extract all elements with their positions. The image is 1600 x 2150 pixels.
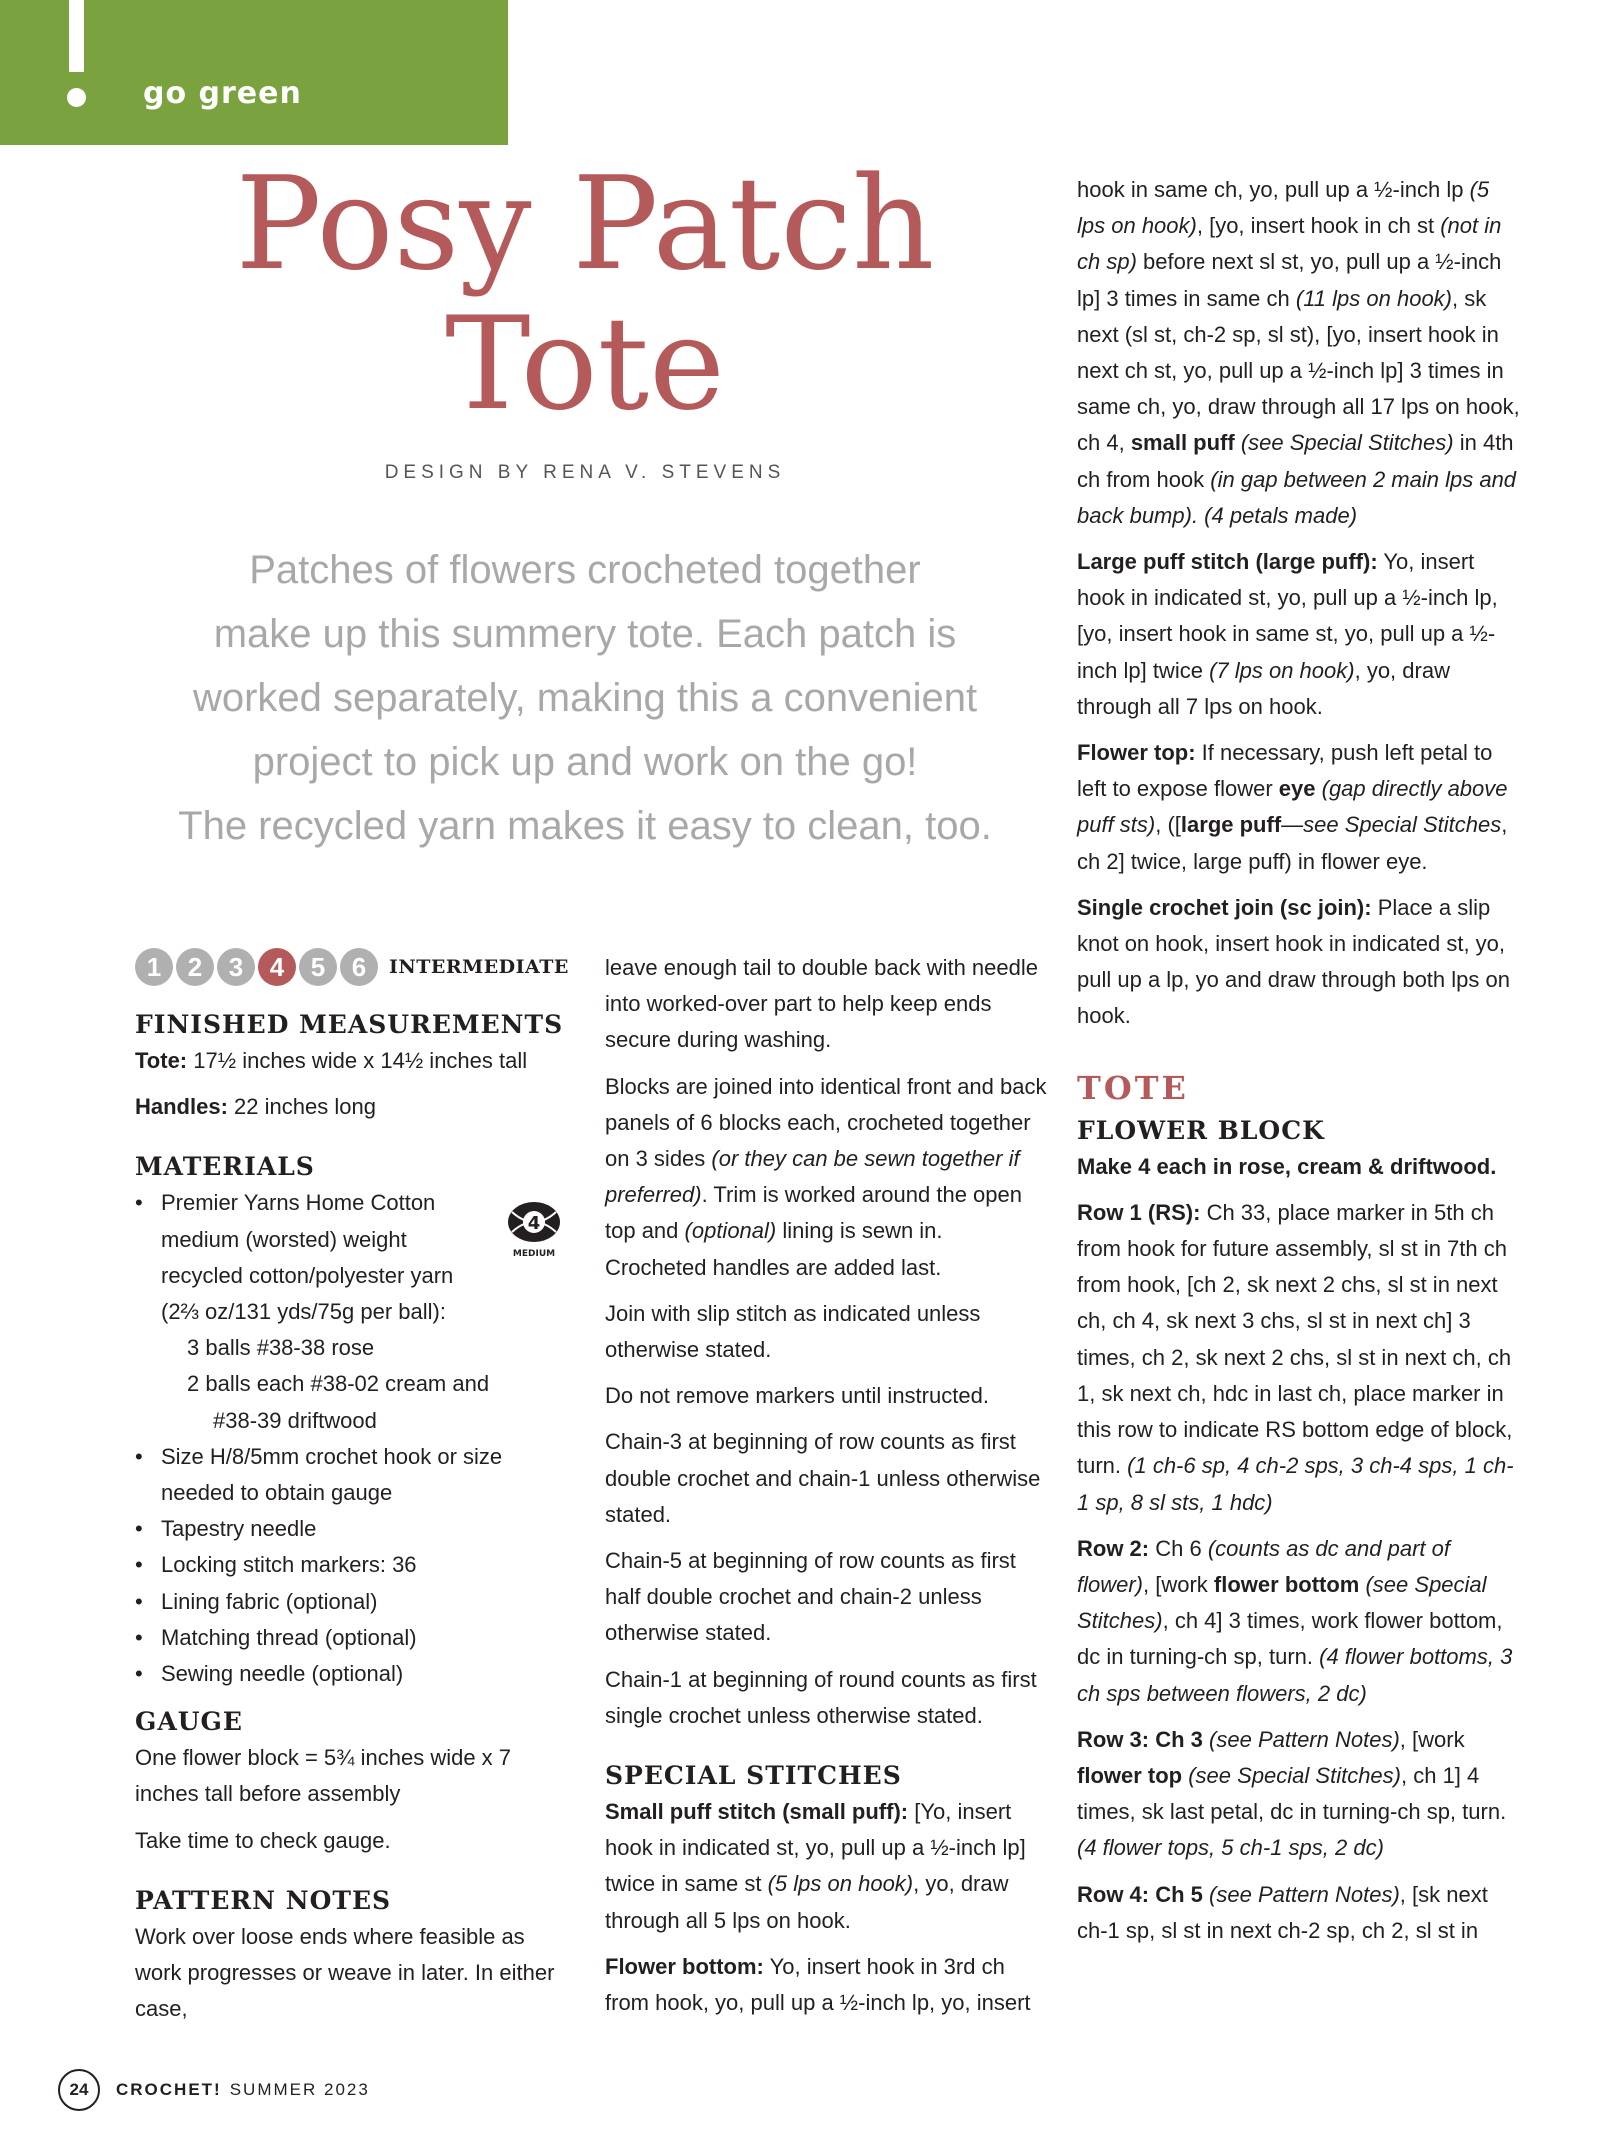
gauge-text: One flower block = 5¾ inches wide x 7 inches tall before assembly	[135, 1745, 512, 1807]
stitch-bold: eye	[1278, 776, 1316, 802]
stitch-text: [Yo, insert hook in indicated st, yo, pull up a ½-inch lp] twice in same st	[605, 1799, 1026, 1897]
note-italic: (optional)	[684, 1218, 777, 1244]
row-label: Row 4: Ch 5	[1077, 1881, 1203, 1907]
block-sub-text: Make 4 each in rose, cream & driftwood.	[1077, 1153, 1497, 1179]
materials-list	[135, 1185, 575, 1692]
note-italic: (or they can be sewn together if preferred)	[605, 1146, 1020, 1208]
flower-top-label: Flower top:	[1077, 740, 1196, 766]
stitch-italic: (gap directly above puff sts)	[1077, 776, 1508, 838]
gauge-check: Take time to check gauge.	[135, 1827, 391, 1853]
stitch-italic: (in gap between 2 main lps and back bump). (4 petals made)	[1077, 466, 1517, 528]
flower-top-stitch	[1077, 735, 1522, 880]
intro-line: project to pick up and work on the go!	[252, 740, 918, 784]
stitch-bold: large puff	[1180, 812, 1282, 838]
pattern-note-5: Chain-3 at beginning of row counts as first double crochet and chain-1 unless otherwise stated.	[605, 1429, 1041, 1527]
intro-line: worked separately, making this a convenient	[192, 676, 978, 720]
row-count: (1 ch-6 sp, 4 ch-2 sps, 3 ch-4 sps, 1 ch-1 sp, 8 sl sts, 1 hdc)	[1077, 1453, 1514, 1515]
exclamation-bar-icon	[69, 0, 84, 72]
note-text: Blocks are joined into identical front and back panels of 6 blocks each, crocheted together on 3 sides	[605, 1073, 1047, 1172]
stitch-text: Yo, insert hook in indicated st, yo, pull up a ½-inch lp, [yo, insert hook in same st, yo, pull up a ½-inch lp] twice	[1077, 549, 1498, 683]
pattern-note-3: Join with slip stitch as indicated unless otherwise stated.	[605, 1300, 981, 1363]
stitch-italic: (7 lps on hook)	[1209, 657, 1355, 683]
medium-yarn-weight-icon	[503, 1198, 565, 1260]
row-3	[1077, 1722, 1522, 1867]
row-italic: (see Pattern Notes)	[1209, 1726, 1400, 1752]
byline: DESIGN BY RENA V. STEVENS	[384, 462, 786, 483]
note-text: . Trim is worked around the open top and	[605, 1182, 1022, 1244]
special-stitches-heading: SPECIAL STITCHES	[605, 1761, 902, 1791]
flower-bottom-stitch-start	[605, 1949, 1050, 2021]
materials-item: • Sewing needle (optional)	[135, 1656, 575, 1692]
materials-item: • Matching thread (optional)	[135, 1620, 575, 1656]
row-text: Ch 33, place marker in 5th ch from hook for future assembly, sl st in 7th ch from hook, [ch 2, sk next 2 chs, sl st in next ch, ch 4, sk next 3 chs, sl st in next ch] 3 times, ch 2, sk next 2 chs, sl st in next ch, ch 1, sk next ch, hdc in last ch, place marker in this row to indicate RS bottom edge of block, turn.	[1077, 1199, 1513, 1479]
stitch-text: , ([	[1155, 812, 1181, 838]
materials-item: • Tapestry needle	[135, 1511, 575, 1547]
stitch-text: Place a slip knot on hook, insert hook in indicated st, yo, pull up a lp, yo and draw through both lps on hook.	[1077, 894, 1510, 1029]
yarn-line: (2⅔ oz/131 yds/75g per ball):	[161, 1299, 446, 1325]
row-italic: (counts as dc and part of flower)	[1077, 1535, 1450, 1597]
handles-size-value: 22 inches long	[234, 1094, 376, 1120]
skill-level-label: INTERMEDIATE	[389, 955, 569, 978]
row-text: , [work	[1399, 1726, 1465, 1752]
row-text: , [sk next ch-1 sp, sl st in next ch-2 sp, ch 2, sl st in	[1077, 1881, 1488, 1943]
skill-level-6: 6	[340, 948, 378, 986]
column-right	[1077, 172, 1522, 1959]
handles-size-label: Handles:	[135, 1094, 228, 1120]
yarn-line: medium (worsted) weight	[161, 1226, 407, 1252]
tote-size-value: 17½ inches wide x 14½ inches tall	[193, 1048, 528, 1073]
yarn-line: #38-39 driftwood	[213, 1407, 377, 1433]
yarn-line: 2 balls each #38-02 cream and	[187, 1371, 490, 1397]
row-count: (4 flower tops, 5 ch-1 sps, 2 dc)	[1077, 1835, 1384, 1861]
handles-size	[135, 1089, 575, 1125]
row-1	[1077, 1195, 1522, 1521]
title-line-2: Tote	[445, 290, 725, 439]
tote-heading: TOTE	[1077, 1068, 1189, 1107]
gauge-heading: GAUGE	[135, 1707, 243, 1737]
flower-block-subheading	[1077, 1149, 1522, 1185]
pattern-notes-heading: PATTERN NOTES	[135, 1885, 392, 1915]
page-footer	[58, 2070, 370, 2110]
yarn-line: • Premier Yarns Home Cotton	[161, 1190, 436, 1216]
tote-size	[135, 1043, 575, 1079]
intro-line: The recycled yarn makes it easy to clean, too.	[178, 804, 992, 848]
materials-item: • Locking stitch markers: 36	[135, 1547, 575, 1583]
skill-level-5: 5	[299, 948, 337, 986]
pattern-note-7: Chain-1 at beginning of round counts as first single crochet unless otherwise stated.	[605, 1666, 1037, 1728]
stitch-text: If necessary, push left petal to left to expose flower	[1077, 740, 1493, 802]
row-count: (4 flower bottoms, 3 ch sps between flowers, 2 dc)	[1077, 1644, 1513, 1706]
stitch-italic: (5 lps on hook)	[1077, 177, 1490, 239]
flower-bottom-stitch-cont	[1077, 172, 1522, 534]
note-text: lining is sewn in. Crocheted handles are added last.	[605, 1218, 943, 1280]
flower-block-heading: FLOWER BLOCK	[1077, 1115, 1325, 1145]
title-line-1: Posy Patch	[235, 150, 935, 299]
row-italic: (see Pattern Notes)	[1209, 1881, 1400, 1907]
large-puff-label: Large puff stitch (large puff):	[1077, 549, 1378, 575]
skill-level	[135, 945, 575, 989]
row-label: Row 3: Ch 3	[1077, 1726, 1203, 1752]
sc-join-stitch	[1077, 890, 1522, 1035]
skill-level-3: 3	[217, 948, 255, 986]
stitch-text: before next sl st, yo, pull up a ½-inch lp] 3 times in same ch	[1077, 249, 1502, 311]
sc-join-label: Single crochet join (sc join):	[1077, 894, 1372, 920]
pattern-note-6: Chain-5 at beginning of row counts as first half double crochet and chain-2 unless otherwise stated.	[605, 1548, 1016, 1646]
stitch-text: in 4th ch from hook	[1077, 430, 1514, 492]
exclamation-dot-icon	[67, 88, 86, 107]
pattern-note-1a: Work over loose ends where feasible as work progresses or weave in later. In either case,	[135, 1923, 555, 2022]
stitch-italic: (see Special Stitches)	[1240, 430, 1454, 456]
column-left	[135, 945, 575, 2037]
stitch-text: , ch 2] twice, large puff) in flower eye.	[1077, 812, 1508, 874]
section-label: go green	[143, 76, 302, 111]
intro-line: make up this summery tote. Each patch is	[213, 612, 957, 656]
row-label: Row 1 (RS):	[1077, 1199, 1201, 1225]
stitch-text: hook in same ch, yo, pull up a ½-inch lp	[1077, 177, 1470, 202]
materials-heading: MATERIALS	[135, 1152, 315, 1182]
row-text: Ch 6	[1149, 1535, 1208, 1561]
column-middle	[605, 950, 1050, 2031]
page-number: 24	[58, 2069, 100, 2111]
row-text: , [work	[1143, 1571, 1214, 1597]
skill-level-1: 1	[135, 948, 173, 986]
stitch-text: , yo, draw through all 7 lps on hook.	[1077, 657, 1450, 719]
row-4	[1077, 1877, 1522, 1949]
row-label: Row 2:	[1077, 1535, 1150, 1561]
issue-name: SUMMER 2023	[229, 2080, 370, 2099]
stitch-bold: small puff	[1130, 430, 1235, 456]
row-bold: flower top	[1077, 1762, 1183, 1788]
pattern-note-4: Do not remove markers until instructed.	[605, 1383, 989, 1409]
stitch-italic: (11 lps on hook)	[1295, 285, 1453, 311]
skill-level-2: 2	[176, 948, 214, 986]
pattern-note-1b: leave enough tail to double back with needle into worked-over part to help keep ends secure during washing.	[605, 955, 1038, 1053]
row-italic: (see Special Stitches)	[1188, 1762, 1401, 1788]
pattern-note-2	[605, 1069, 1050, 1286]
tote-size-label: Tote:	[135, 1048, 188, 1073]
row-text: , ch 4] 3 times, work flower bottom, dc in turning-ch sp, turn.	[1077, 1608, 1503, 1670]
stitch-text: Yo, insert hook in 3rd ch from hook, yo, pull up a ½-inch lp, yo, insert	[605, 1953, 1031, 2016]
stitch-italic: —see Special Stitches	[1281, 812, 1502, 838]
skill-level-4-active: 4	[258, 948, 296, 986]
row-text: , ch 1] 4 times, sk last petal, dc in turning-ch sp, turn.	[1077, 1762, 1507, 1825]
intro-line: Patches of flowers crocheted together	[249, 548, 921, 592]
intro-text	[130, 538, 1040, 858]
magazine-name: CROCHET!	[116, 2080, 222, 2099]
stitch-italic: (5 lps on hook)	[767, 1871, 914, 1897]
yarn-line: recycled cotton/polyester yarn	[161, 1262, 454, 1288]
materials-item: • Lining fabric (optional)	[135, 1584, 575, 1620]
finished-measurements-heading: FINISHED MEASUREMENTS	[135, 1010, 564, 1039]
stitch-text: , sk next (sl st, ch-2 sp, sl st), [yo, insert hook in next ch st, yo, pull up a ½-inch lp] 3 times in same ch, yo, draw through all 17 lps on hook, ch 4,	[1077, 285, 1520, 456]
row-bold: flower bottom	[1213, 1571, 1360, 1597]
materials-item: • Size H/8/5mm crochet hook or size needed to obtain gauge	[135, 1439, 575, 1511]
large-puff-stitch	[1077, 544, 1522, 725]
yarn-icon-label: MEDIUM	[512, 1249, 556, 1259]
yarn-icon-number: 4	[527, 1213, 541, 1234]
section-banner	[0, 0, 508, 145]
flower-bottom-label: Flower bottom:	[605, 1953, 764, 1979]
stitch-text: , yo, draw through all 5 lps on hook.	[605, 1871, 1009, 1933]
row-italic: (see Special Stitches)	[1077, 1571, 1487, 1634]
stitch-text: , [yo, insert hook in ch st	[1196, 213, 1441, 239]
stitch-italic: (not in ch sp)	[1077, 213, 1502, 275]
row-2	[1077, 1531, 1522, 1712]
small-puff-label: Small puff stitch (small puff):	[605, 1799, 909, 1825]
page-title	[150, 150, 1020, 439]
yarn-line: 3 balls #38-38 rose	[187, 1335, 375, 1361]
small-puff-stitch	[605, 1794, 1050, 1939]
